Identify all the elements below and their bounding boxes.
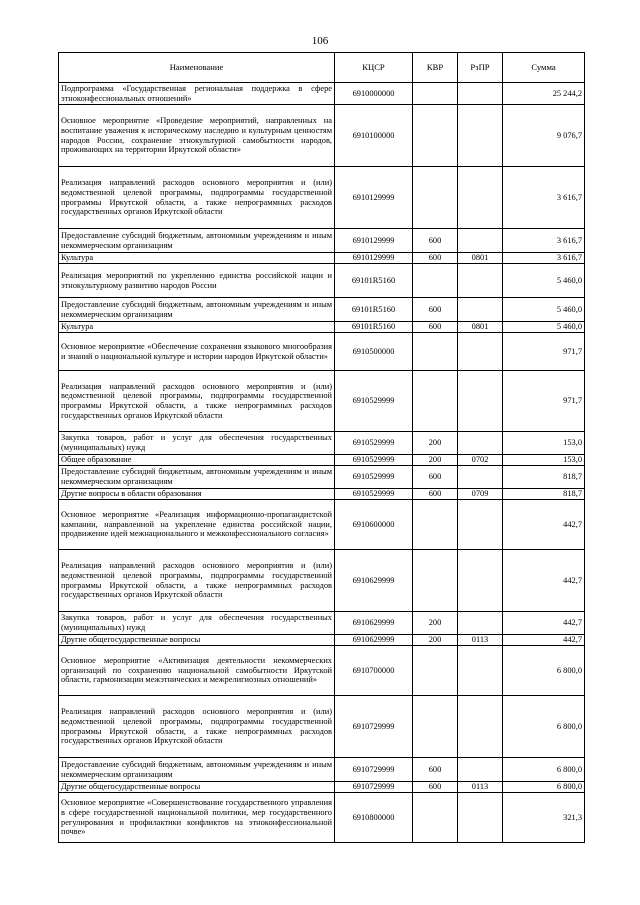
cell-rzpr [458, 298, 503, 322]
cell-rzpr [458, 758, 503, 782]
cell-rzpr [458, 550, 503, 612]
cell-rzpr [458, 432, 503, 455]
cell-kcsr: 69101R5160 [335, 264, 413, 298]
cell-kvr: 600 [413, 466, 458, 489]
page-number: 106 [311, 35, 329, 47]
cell-sum: 6 800,0 [503, 696, 585, 758]
cell-sum: 5 460,0 [503, 298, 585, 322]
cell-rzpr [458, 500, 503, 550]
cell-sum: 971,7 [503, 333, 585, 371]
cell-name: Общее образование [59, 455, 335, 466]
cell-kcsr: 69101R5160 [335, 298, 413, 322]
table-row [59, 782, 585, 793]
cell-sum: 3 616,7 [503, 229, 585, 253]
cell-kvr [413, 264, 458, 298]
table-row [59, 253, 585, 264]
cell-sum: 153,0 [503, 432, 585, 455]
cell-rzpr [458, 229, 503, 253]
cell-kcsr: 6910529999 [335, 371, 413, 432]
budget-table [58, 52, 585, 843]
cell-rzpr [458, 264, 503, 298]
cell-kcsr: 6910529999 [335, 489, 413, 500]
cell-rzpr [458, 105, 503, 167]
table-row [59, 612, 585, 635]
table-row [59, 793, 585, 843]
table-row [59, 371, 585, 432]
cell-rzpr [458, 83, 503, 105]
table-row [59, 635, 585, 646]
cell-rzpr: 0801 [458, 253, 503, 264]
cell-kcsr: 6910129999 [335, 253, 413, 264]
cell-name: Основное мероприятие «Активизация деятельности некоммерческих организаций по сохранению национальной самобытности Иркутской области, гармонизации межэтнических и межрелигиозных отношений» [59, 646, 335, 696]
cell-rzpr: 0113 [458, 782, 503, 793]
cell-name: Предоставление субсидий бюджетным, автономным учреждениям и иным некоммерческим организациям [59, 229, 335, 253]
cell-sum: 3 616,7 [503, 253, 585, 264]
table-row [59, 298, 585, 322]
table-row [59, 466, 585, 489]
table-body [59, 83, 585, 843]
cell-kvr: 200 [413, 635, 458, 646]
cell-name: Основное мероприятие «Реализация информационно-пропагандистской кампании, направленной на укрепление единства российской нации, продвижение идей межнационального и межконфессионального согласия» [59, 500, 335, 550]
cell-sum: 818,7 [503, 489, 585, 500]
cell-rzpr [458, 793, 503, 843]
header-kcsr: КЦСР [335, 53, 413, 83]
cell-kvr: 600 [413, 322, 458, 333]
table-row [59, 550, 585, 612]
cell-kvr [413, 696, 458, 758]
cell-sum: 6 800,0 [503, 758, 585, 782]
cell-kvr: 200 [413, 432, 458, 455]
cell-rzpr: 0709 [458, 489, 503, 500]
cell-name: Другие общегосударственные вопросы [59, 635, 335, 646]
cell-sum: 442,7 [503, 500, 585, 550]
table-row [59, 432, 585, 455]
cell-rzpr [458, 371, 503, 432]
cell-kcsr: 6910129999 [335, 229, 413, 253]
cell-kvr [413, 167, 458, 229]
cell-sum: 25 244,2 [503, 83, 585, 105]
cell-kcsr: 6910600000 [335, 500, 413, 550]
cell-kcsr: 69101R5160 [335, 322, 413, 333]
header-rzpr: РзПР [458, 53, 503, 83]
cell-kcsr: 6910529999 [335, 466, 413, 489]
cell-name: Реализация направлений расходов основного мероприятия и (или) ведомственной целевой программы, подпрограммы государственной программы Иркутской области, а также непрограммных расходов государственных органов Иркутской области [59, 696, 335, 758]
cell-kcsr: 6910729999 [335, 696, 413, 758]
cell-kcsr: 6910000000 [335, 83, 413, 105]
cell-kcsr: 6910629999 [335, 550, 413, 612]
header-sum: Сумма [503, 53, 585, 83]
cell-name: Предоставление субсидий бюджетным, автономным учреждениям и иным некоммерческим организациям [59, 298, 335, 322]
cell-kvr: 200 [413, 612, 458, 635]
cell-sum: 5 460,0 [503, 264, 585, 298]
cell-sum: 5 460,0 [503, 322, 585, 333]
cell-kvr: 600 [413, 758, 458, 782]
cell-rzpr: 0702 [458, 455, 503, 466]
cell-sum: 321,3 [503, 793, 585, 843]
table-row [59, 696, 585, 758]
table-row [59, 333, 585, 371]
cell-rzpr [458, 333, 503, 371]
cell-kvr [413, 793, 458, 843]
cell-name: Закупка товаров, работ и услуг для обеспечения государственных (муниципальных) нужд [59, 432, 335, 455]
cell-rzpr: 0801 [458, 322, 503, 333]
cell-name: Культура [59, 253, 335, 264]
cell-kvr: 600 [413, 298, 458, 322]
cell-name: Основное мероприятие «Обеспечение сохранения языкового многообразия и знаний о национальной культуре и истории народов Иркутской области» [59, 333, 335, 371]
cell-name: Предоставление субсидий бюджетным, автономным учреждениям и иным некоммерческим организациям [59, 758, 335, 782]
cell-kvr [413, 646, 458, 696]
cell-kvr [413, 371, 458, 432]
cell-name: Основное мероприятие «Совершенствование государственного управления в сфере государственной национальной политики, мер государственного регулирования и профилактики конфликтов на этноконфессиональной почве» [59, 793, 335, 843]
cell-kcsr: 6910629999 [335, 635, 413, 646]
table-row [59, 264, 585, 298]
header-name: Наименование [59, 53, 335, 83]
cell-sum: 153,0 [503, 455, 585, 466]
table-row [59, 229, 585, 253]
cell-kvr [413, 333, 458, 371]
cell-kvr [413, 550, 458, 612]
cell-name: Реализация мероприятий по укреплению единства российской нации и этнокультурному развитию народов России [59, 264, 335, 298]
cell-kcsr: 6910729999 [335, 758, 413, 782]
table-row [59, 489, 585, 500]
cell-kvr: 600 [413, 489, 458, 500]
table-header-row [59, 53, 585, 83]
cell-kcsr: 6910529999 [335, 455, 413, 466]
cell-name: Другие вопросы в области образования [59, 489, 335, 500]
table-row [59, 167, 585, 229]
cell-sum: 442,7 [503, 550, 585, 612]
cell-kcsr: 6910529999 [335, 432, 413, 455]
cell-sum: 442,7 [503, 635, 585, 646]
table-row [59, 105, 585, 167]
cell-rzpr [458, 612, 503, 635]
cell-name: Реализация направлений расходов основного мероприятия и (или) ведомственной целевой программы, подпрограммы государственной программы Иркутской области, а также непрограммных расходов государственных органов Иркутской области [59, 371, 335, 432]
cell-name: Предоставление субсидий бюджетным, автономным учреждениям и иным некоммерческим организациям [59, 466, 335, 489]
cell-rzpr [458, 696, 503, 758]
cell-name: Подпрограмма «Государственная региональная поддержка в сфере этноконфессиональных отношений» [59, 83, 335, 105]
cell-sum: 3 616,7 [503, 167, 585, 229]
cell-name: Реализация направлений расходов основного мероприятия и (или) ведомственной целевой программы, подпрограммы государственной программы Иркутской области, а также непрограммных расходов государственных органов Иркутской области [59, 167, 335, 229]
cell-kcsr: 6910129999 [335, 167, 413, 229]
cell-sum: 971,7 [503, 371, 585, 432]
cell-sum: 818,7 [503, 466, 585, 489]
cell-kvr: 600 [413, 229, 458, 253]
cell-kvr: 200 [413, 455, 458, 466]
cell-rzpr: 0113 [458, 635, 503, 646]
cell-sum: 9 076,7 [503, 105, 585, 167]
cell-kcsr: 6910500000 [335, 333, 413, 371]
table-row [59, 322, 585, 333]
table-row [59, 646, 585, 696]
cell-kvr [413, 105, 458, 167]
cell-rzpr [458, 466, 503, 489]
cell-kvr: 600 [413, 782, 458, 793]
cell-sum: 6 800,0 [503, 646, 585, 696]
cell-name: Реализация направлений расходов основного мероприятия и (или) ведомственной целевой программы, подпрограммы государственной программы Иркутской области, а также непрограммных расходов государственных органов Иркутской области [59, 550, 335, 612]
cell-sum: 6 800,0 [503, 782, 585, 793]
cell-kcsr: 6910629999 [335, 612, 413, 635]
cell-kcsr: 6910700000 [335, 646, 413, 696]
header-kvr: КВР [413, 53, 458, 83]
cell-kcsr: 6910100000 [335, 105, 413, 167]
table-row [59, 455, 585, 466]
cell-rzpr [458, 646, 503, 696]
cell-name: Культура [59, 322, 335, 333]
cell-name: Другие общегосударственные вопросы [59, 782, 335, 793]
cell-kvr [413, 500, 458, 550]
table-row [59, 83, 585, 105]
cell-name: Основное мероприятие «Проведение мероприятий, направленных на воспитание уважения к историческому наследию и культурным ценностям народов России, сохранение этнокультурной самобытности народов, проживающих на территории Иркутской области» [59, 105, 335, 167]
cell-sum: 442,7 [503, 612, 585, 635]
table-row [59, 758, 585, 782]
cell-rzpr [458, 167, 503, 229]
cell-kcsr: 6910800000 [335, 793, 413, 843]
cell-name: Закупка товаров, работ и услуг для обеспечения государственных (муниципальных) нужд [59, 612, 335, 635]
cell-kvr: 600 [413, 253, 458, 264]
cell-kvr [413, 83, 458, 105]
table-row [59, 500, 585, 550]
cell-kcsr: 6910729999 [335, 782, 413, 793]
